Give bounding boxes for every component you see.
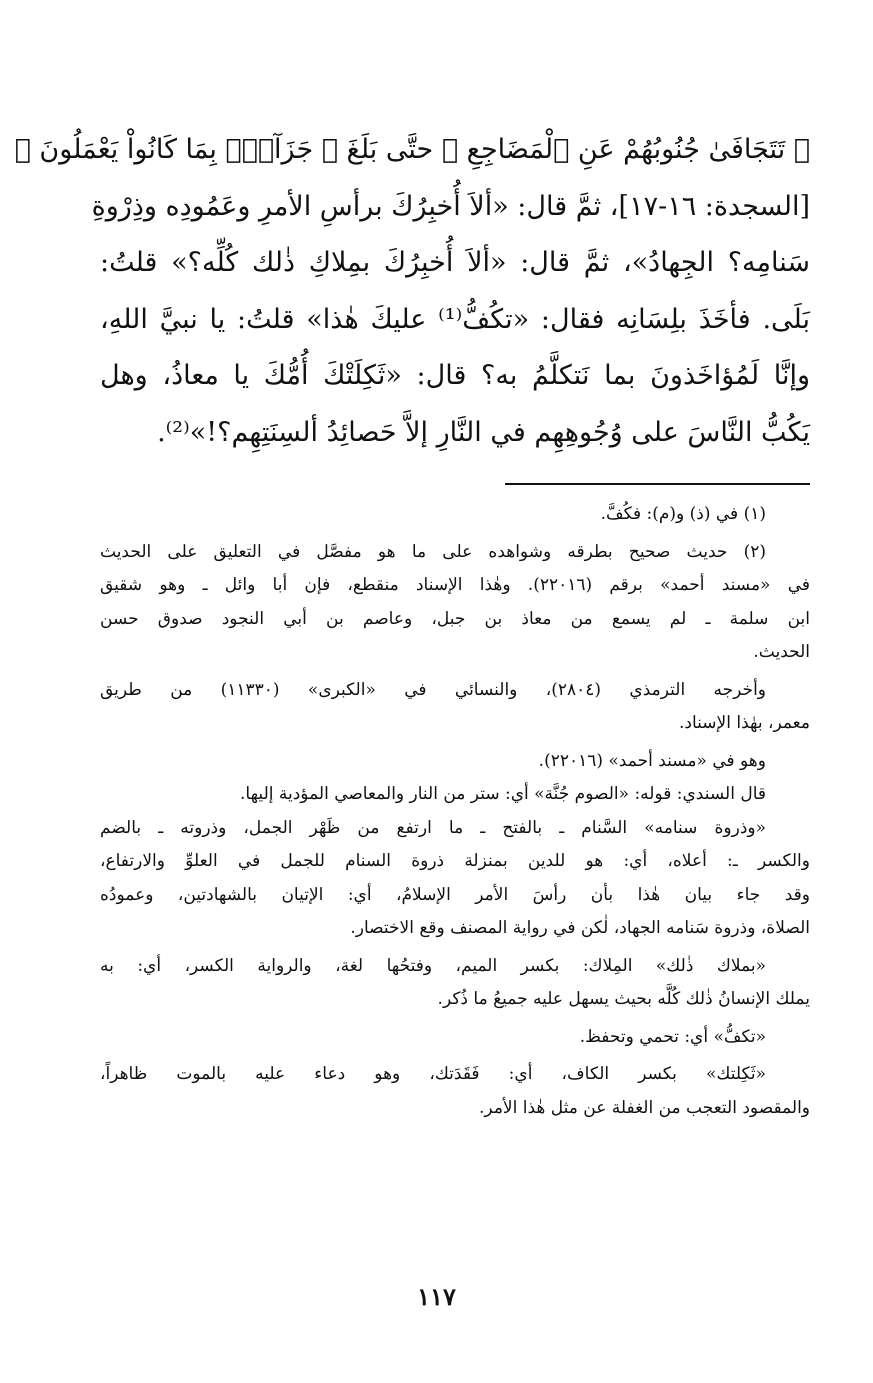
sindi-comment: قال السندي: قوله: «الصوم جُنَّة» أي: ستر من النار والمعاصي المؤدية إليها.	[240, 784, 766, 804]
page-number: ١١٧	[417, 1282, 456, 1311]
dhirwa-explanation-line: وقد جاء بيان هٰذا بأن رأسَ الأمر الإسلامُ، أي: الإتيان بالشهادتين، وعمودُه	[100, 884, 810, 905]
footnote-2-line: الحديث.	[753, 642, 810, 662]
main-line: ﴿ تَتَجَافَىٰ جُنُوبُهُمْ عَنِ ٱلْمَضَاجِعِ ﴾ حتَّى بَلَغَ ﴿ جَزَآءًۢ بِمَا كَانُواْ يَعْمَلُونَ ﴾	[14, 134, 810, 165]
hadith-main-text	[14, 122, 810, 461]
dhirwa-explanation-line: الصلاة، وذروة سَنامه الجهاد، لٰكن في رواية المصنف وقع الاختصار.	[350, 918, 810, 938]
main-line: سَنامِه؟ الجِهادُ»، ثمَّ قال: «ألاَ أُخبِرُكَ بمِلاكِ ذٰلك كُلِّه؟» قلتُ:	[100, 247, 810, 278]
thakilatka-explanation-line: والمقصود التعجب من الغفلة عن مثل هٰذا الأمر.	[479, 1097, 810, 1118]
main-line: وإنَّا لَمُؤاخَذونَ بما نَتكلَّمُ به؟ قال: «ثَكِلَتْكَ أُمُّكَ يا معاذُ، وهل	[100, 360, 810, 391]
main-line: يَكُبُّ النَّاسَ على وُجُوهِهِم في النَّارِ إلاَّ حَصائِدُ ألسِنَتِهِم؟!»⁽²⁾.	[157, 416, 810, 448]
footnote-separator	[505, 483, 810, 485]
takhrij-line: وأخرجه الترمذي (٢٨٠٤)، والنسائي في «الكبرى» (١١٣٣٠) من طريق	[100, 679, 767, 700]
dhirwa-explanation-line: والكسر ـ: أعلاه، أي: هو للدين بمنزلة ذروة السنام للجمل في العلوِّ والارتفاع،	[100, 851, 810, 871]
footnote-2-line: (٢) حديث صحيح بطرقه وشواهده على ما هو مفصَّل في التعليق على الحديث	[100, 541, 766, 562]
milak-explanation-line: «بملاك ذٰلك» المِلاك: بكسر الميم، وفتحُها لغة، والرواية الكسر، أي: به	[100, 955, 766, 976]
footnote-1: (١) في (ذ) و(م): فكُفَّ.	[600, 504, 766, 524]
footnote-2-line: في «مسند أحمد» برقم (٢٢٠١٦). وهٰذا الإسناد منقطع، فإن أبا وائل ـ وهو شقيق	[100, 575, 810, 595]
takhrij-line: معمر، بهٰذا الإسناد.	[679, 713, 810, 733]
footnote-2-line: ابن سلمة ـ لم يسمع من معاذ بن جبل، وعاصم بن أبي النجود صدوق حسن	[100, 608, 810, 629]
main-line: [السجدة: ١٦-١٧]، ثمَّ قال: «ألاَ أُخبِرُكَ برأسِ الأمرِ وعَمُودِه وذِرْوةِ	[91, 190, 810, 222]
main-line: بَلَى. فأخَذَ بلِسَانِه فقال: «تكُفُّ⁽¹⁾ عليكَ هٰذا» قلتُ: يا نبيَّ اللهِ،	[100, 303, 810, 335]
thakilatka-explanation-line: «ثَكِلتك» بكسر الكاف، أي: فَقَدَتك، وهو دعاء عليه بالموت ظاهراً،	[100, 1064, 766, 1084]
milak-explanation-line: يملك الإنسانُ ذٰلك كُلَّه بحيث يسهل عليه جميعُ ما ذُكر.	[437, 989, 810, 1009]
dhirwa-explanation-line: «وذروة سنامه» السَّنام ـ بالفتح ـ ما ارتفع من ظَهْر الجمل، وذروته ـ بالضم	[100, 817, 766, 838]
musnad-reference: وهو في «مسند أحمد» (٢٢٠١٦).	[538, 750, 766, 771]
footnotes	[100, 498, 810, 1125]
takuff-explanation: «تكفُّ» أي: تحمي وتحفظ.	[579, 1026, 766, 1047]
